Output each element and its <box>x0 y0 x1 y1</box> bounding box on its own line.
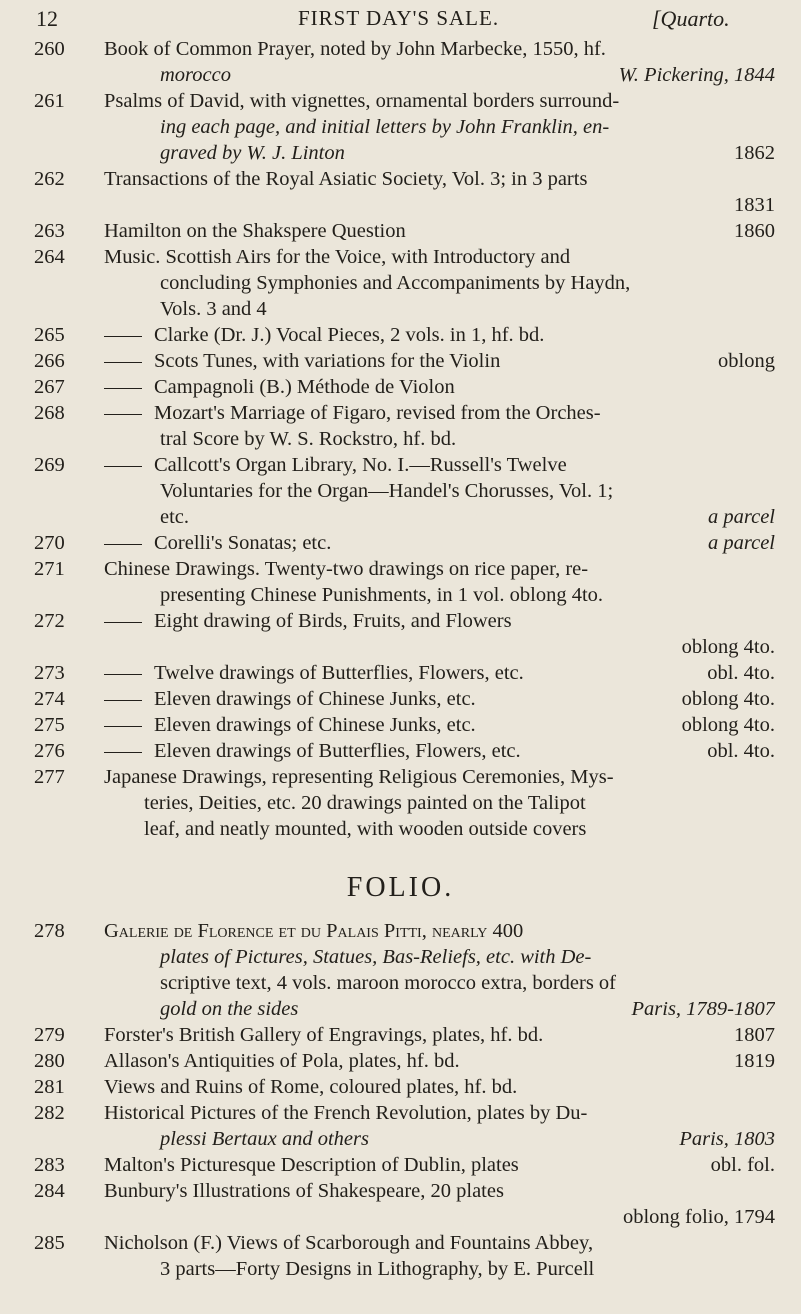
lot-format: oblong folio, 1794 <box>622 1206 775 1228</box>
lot-text: concluding Symphonies and Accompaniments by Haydn, <box>160 272 631 294</box>
lot-278 <box>0 918 801 1022</box>
lot-number: 273 <box>34 662 65 684</box>
lot-number: 269 <box>34 454 65 476</box>
lot-text: Japanese Drawings, representing Religious Ceremonies, Mys- <box>104 766 614 788</box>
lot-text: graved by W. J. Linton <box>160 142 345 164</box>
lot-279 <box>0 1022 801 1048</box>
ditto-dash <box>104 414 142 415</box>
lot-text: Eleven drawings of Butterflies, Flowers, etc. <box>154 740 521 762</box>
lot-text: Mozart's Marriage of Figaro, revised from the Orches- <box>154 402 601 424</box>
lot-text: Vols. 3 and 4 <box>160 298 267 320</box>
lot-text: Malton's Picturesque Description of Dublin, plates <box>104 1154 519 1176</box>
lot-267 <box>0 374 801 400</box>
lot-number: 263 <box>34 220 65 242</box>
lot-imprint: W. Pickering, 1844 <box>618 64 775 86</box>
lot-265 <box>0 322 801 348</box>
ditto-dash <box>104 466 142 467</box>
lot-number: 271 <box>34 558 65 580</box>
quarto-lots <box>0 36 801 1282</box>
lot-text: plessi Bertaux and others <box>160 1128 369 1150</box>
lot-text: etc. <box>160 506 190 528</box>
lot-format: oblong 4to. <box>681 688 775 710</box>
lot-text: Campagnoli (B.) Méthode de Violon <box>154 376 455 398</box>
lot-date: 1862 <box>734 142 775 164</box>
lot-number: 276 <box>34 740 65 762</box>
lot-284 <box>0 1178 801 1230</box>
lot-format: obl. 4to. <box>707 740 775 762</box>
lot-261 <box>0 88 801 166</box>
lot-number: 280 <box>34 1050 65 1072</box>
lot-format: oblong 4to. <box>681 636 775 658</box>
lot-text: Eleven drawings of Chinese Junks, etc. <box>154 714 476 736</box>
lot-format: a parcel <box>708 532 775 554</box>
lot-260 <box>0 36 801 88</box>
lot-text: Forster's British Gallery of Engravings, plates, hf. bd. <box>104 1024 544 1046</box>
lot-number: 270 <box>34 532 65 554</box>
ditto-dash <box>104 700 142 701</box>
lot-date: 1860 <box>734 220 775 242</box>
lot-272 <box>0 608 801 660</box>
ditto-dash <box>104 726 142 727</box>
lot-number: 265 <box>34 324 65 346</box>
lot-text: Twelve drawings of Butterflies, Flowers, etc. <box>154 662 524 684</box>
lot-text: gold on the sides <box>160 998 299 1020</box>
lot-264 <box>0 244 801 322</box>
lot-text: Psalms of David, with vignettes, ornamental borders surround- <box>104 90 620 112</box>
lot-number: 279 <box>34 1024 65 1046</box>
lot-281 <box>0 1074 801 1100</box>
lot-266 <box>0 348 801 374</box>
lot-text: Hamilton on the Shakspere Question <box>104 220 406 242</box>
page-title: FIRST DAY'S SALE. <box>298 6 500 30</box>
lot-text: leaf, and neatly mounted, with wooden outside covers <box>144 818 587 840</box>
lot-text: tral Score by W. S. Rockstro, hf. bd. <box>160 428 457 450</box>
lot-date: 1819 <box>734 1050 775 1072</box>
lot-number: 262 <box>34 168 65 190</box>
lot-number: 285 <box>34 1232 65 1254</box>
page-header <box>0 2 801 34</box>
lot-format: oblong 4to. <box>681 714 775 736</box>
lot-number: 274 <box>34 688 65 710</box>
lot-number: 260 <box>34 38 65 60</box>
lot-text: Allason's Antiquities of Pola, plates, hf. bd. <box>104 1050 460 1072</box>
lot-number: 272 <box>34 610 65 632</box>
lot-date: 1831 <box>734 194 775 216</box>
lot-270 <box>0 530 801 556</box>
ditto-dash <box>104 674 142 675</box>
section-heading-folio: FOLIO. <box>346 872 455 903</box>
lot-text: Chinese Drawings. Twenty-two drawings on rice paper, re- <box>104 558 589 580</box>
lot-number: 264 <box>34 246 65 268</box>
lot-number: 281 <box>34 1076 65 1098</box>
lot-date: 1807 <box>734 1024 775 1046</box>
lot-text: Nicholson (F.) Views of Scarborough and Fountains Abbey, <box>104 1232 594 1254</box>
lot-text: Scots Tunes, with variations for the Violin <box>154 350 501 372</box>
lot-number: 278 <box>34 920 65 942</box>
lot-text: scriptive text, 4 vols. maroon morocco extra, borders of <box>160 972 616 994</box>
lot-number: 267 <box>34 376 65 398</box>
lot-277 <box>0 764 801 842</box>
lot-text: Galerie de Florence et du Palais Pitti, nearly 400 <box>104 920 524 942</box>
lot-273 <box>0 660 801 686</box>
page-number: 12 <box>36 6 58 31</box>
lot-text: Voluntaries for the Organ—Handel's Chorusses, Vol. 1; <box>160 480 614 502</box>
ditto-dash <box>104 544 142 545</box>
lot-number: 266 <box>34 350 65 372</box>
lot-imprint: Paris, 1789-1807 <box>631 998 775 1020</box>
lot-text: Eight drawing of Birds, Fruits, and Flowers <box>154 610 512 632</box>
lot-text: ing each page, and initial letters by John Franklin, en- <box>160 116 610 138</box>
lot-number: 277 <box>34 766 65 788</box>
lot-format: obl. fol. <box>710 1154 775 1176</box>
lot-format: oblong <box>718 350 775 372</box>
lot-text: plates of Pictures, Statues, Bas-Reliefs, etc. with De- <box>160 946 592 968</box>
lot-276 <box>0 738 801 764</box>
ditto-dash <box>104 752 142 753</box>
ditto-dash <box>104 388 142 389</box>
lot-283 <box>0 1152 801 1178</box>
lot-text: Bunbury's Illustrations of Shakespeare, 20 plates <box>104 1180 504 1202</box>
ditto-dash <box>104 362 142 363</box>
lot-text: Historical Pictures of the French Revolution, plates by Du- <box>104 1102 588 1124</box>
lot-262 <box>0 166 801 218</box>
lot-text: Callcott's Organ Library, No. I.—Russell's Twelve <box>154 454 567 476</box>
lot-280 <box>0 1048 801 1074</box>
lot-text: Book of Common Prayer, noted by John Marbecke, 1550, hf. <box>104 38 606 60</box>
lot-imprint: Paris, 1803 <box>679 1128 775 1150</box>
lot-285 <box>0 1230 801 1282</box>
ditto-dash <box>104 336 142 337</box>
lot-271 <box>0 556 801 608</box>
lot-text: morocco <box>160 64 231 86</box>
lot-number: 283 <box>34 1154 65 1176</box>
format-label: [Quarto. <box>652 6 730 31</box>
lot-268 <box>0 400 801 452</box>
lot-number: 282 <box>34 1102 65 1124</box>
lot-text: Music. Scottish Airs for the Voice, with Introductory and <box>104 246 571 268</box>
lot-format: a parcel <box>708 506 775 528</box>
lot-263 <box>0 218 801 244</box>
lot-number: 268 <box>34 402 65 424</box>
lot-274 <box>0 686 801 712</box>
lot-number: 275 <box>34 714 65 736</box>
lot-282 <box>0 1100 801 1152</box>
ditto-dash <box>104 622 142 623</box>
lot-text: Clarke (Dr. J.) Vocal Pieces, 2 vols. in 1, hf. bd. <box>154 324 545 346</box>
lot-number: 261 <box>34 90 65 112</box>
lot-text: Views and Ruins of Rome, coloured plates, hf. bd. <box>104 1076 518 1098</box>
lot-number: 284 <box>34 1180 65 1202</box>
lot-format: obl. 4to. <box>707 662 775 684</box>
lot-text: presenting Chinese Punishments, in 1 vol. oblong 4to. <box>160 584 604 606</box>
lot-269 <box>0 452 801 530</box>
lot-text: teries, Deities, etc. 20 drawings painted on the Talipot <box>144 792 586 814</box>
lot-text: Eleven drawings of Chinese Junks, etc. <box>154 688 476 710</box>
lot-text: 3 parts—Forty Designs in Lithography, by E. Purcell <box>160 1258 595 1280</box>
lot-text: Transactions of the Royal Asiatic Society, Vol. 3; in 3 parts <box>104 168 588 190</box>
lot-text: Corelli's Sonatas; etc. <box>154 532 332 554</box>
lot-275 <box>0 712 801 738</box>
